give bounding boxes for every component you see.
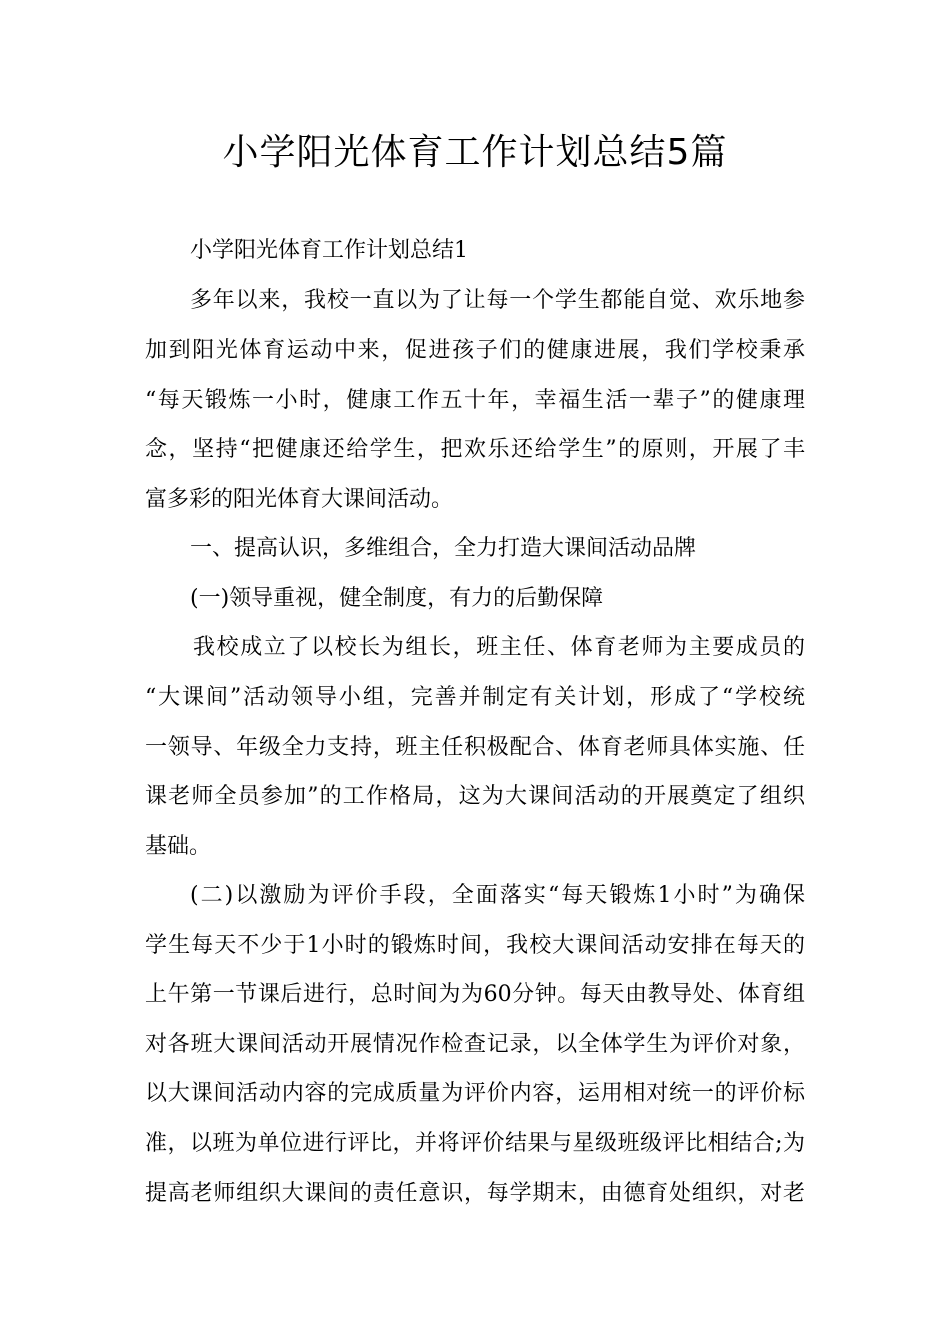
paragraph-line: (二)以激励为评价手段，全面落实“每天锻炼1小时”为确保 xyxy=(190,883,805,908)
paragraph-line: “大课间”活动领导小组，完善并制定有关计划，形成了“学校统 xyxy=(145,685,805,710)
section-heading-1: 小学阳光体育工作计划总结1 xyxy=(190,238,468,263)
document-title: 小学阳光体育工作计划总结5篇 xyxy=(222,132,728,173)
paragraph-line: 以大课间活动内容的完成质量为评价内容，运用相对统一的评价标 xyxy=(145,1081,805,1106)
paragraph-line: 念，坚持“把健康还给学生，把欢乐还给学生”的原则，开展了丰 xyxy=(145,437,805,462)
paragraph-line: 多年以来，我校一直以为了让每一个学生都能自觉、欢乐地参 xyxy=(190,288,805,313)
paragraph-line: “每天锻炼一小时，健康工作五十年，幸福生活一辈子”的健康理 xyxy=(145,388,805,413)
paragraph-line: 我校成立了以校长为组长，班主任、体育老师为主要成员的 xyxy=(193,635,805,660)
paragraph-line: 一领导、年级全力支持，班主任积极配合、体育老师具体实施、任 xyxy=(145,735,805,760)
section-heading: 一、提高认识，多维组合，全力打造大课间活动品牌 xyxy=(190,536,697,561)
paragraph-line: 加到阳光体育运动中来，促进孩子们的健康进展，我们学校秉承 xyxy=(145,338,805,363)
paragraph-line: 课老师全员参加”的工作格局，这为大课间活动的开展奠定了组织 xyxy=(145,784,805,809)
paragraph-line: 提高老师组织大课间的责任意识，每学期末，由德育处组织，对老 xyxy=(145,1181,805,1206)
paragraph-line: 对各班大课间活动开展情况作检查记录，以全体学生为评价对象， xyxy=(145,1032,805,1057)
paragraph-line: 学生每天不少于1小时的锻炼时间，我校大课间活动安排在每天的 xyxy=(145,933,805,958)
paragraph-line: 上午第一节课后进行，总时间为为60分钟。每天由教导处、体育组 xyxy=(145,982,805,1007)
subsection-heading: (一)领导重视，健全制度，有力的后勤保障 xyxy=(190,586,604,611)
paragraph-line: 基础。 xyxy=(145,834,212,859)
paragraph-line: 准，以班为单位进行评比，并将评价结果与星级班级评比相结合;为 xyxy=(145,1131,805,1156)
paragraph-line: 富多彩的阳光体育大课间活动。 xyxy=(145,487,454,512)
